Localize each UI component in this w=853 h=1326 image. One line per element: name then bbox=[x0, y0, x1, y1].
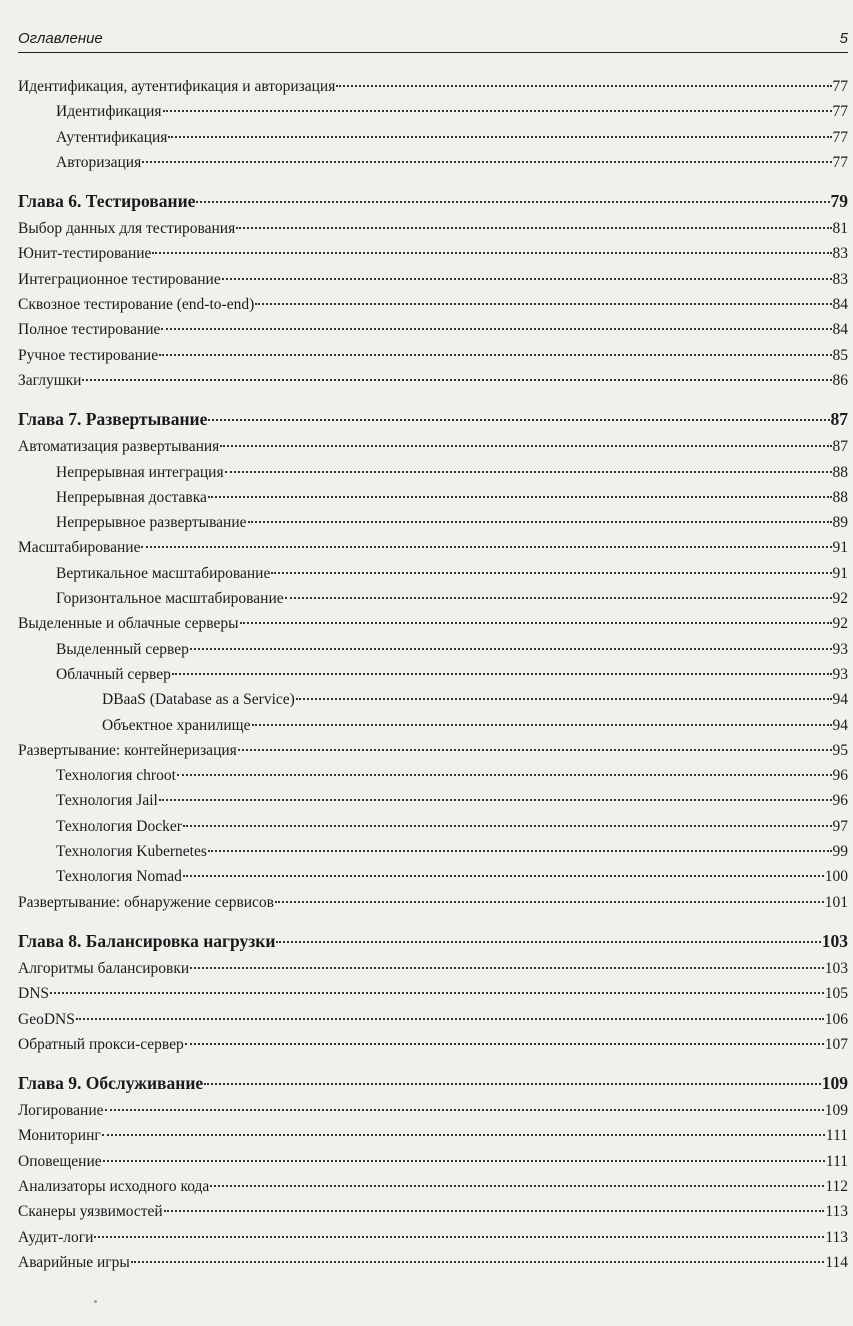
dot-leader bbox=[275, 901, 824, 903]
toc-entry-page: 99 bbox=[832, 843, 848, 861]
toc-entry[interactable] bbox=[18, 267, 848, 292]
dot-leader bbox=[240, 622, 832, 624]
toc-entry[interactable] bbox=[18, 216, 848, 241]
dot-leader bbox=[164, 1210, 825, 1212]
dot-leader bbox=[285, 597, 832, 599]
toc-entry[interactable] bbox=[18, 1199, 848, 1224]
toc-entry-title: Аварийные игры bbox=[18, 1253, 130, 1271]
dot-leader bbox=[152, 252, 831, 254]
toc-entry[interactable] bbox=[18, 150, 848, 175]
toc-entry-page: 106 bbox=[824, 1010, 848, 1028]
toc-chapter-entry[interactable] bbox=[18, 405, 848, 434]
toc-entry-title: Полное тестирование bbox=[18, 321, 161, 339]
toc-entry[interactable] bbox=[18, 814, 848, 839]
toc-entry[interactable] bbox=[18, 241, 848, 266]
toc-entry[interactable] bbox=[18, 864, 848, 889]
toc-entry[interactable] bbox=[18, 713, 848, 738]
toc-entry-page: 109 bbox=[821, 1073, 848, 1094]
toc-entry-title: Авторизация bbox=[56, 153, 142, 171]
toc-entry-title: Анализаторы исходного кода bbox=[18, 1177, 210, 1195]
dot-leader bbox=[296, 698, 832, 700]
toc-entry[interactable] bbox=[18, 611, 848, 636]
toc-entry-title: Глава 9. Обслуживание bbox=[18, 1073, 204, 1094]
toc-entry-title: Глава 7. Развертывание bbox=[18, 409, 208, 430]
toc-entry[interactable] bbox=[18, 1123, 848, 1148]
toc-entry[interactable] bbox=[18, 1225, 848, 1250]
toc-entry[interactable] bbox=[18, 460, 848, 485]
toc-entry-title: Ручное тестирование bbox=[18, 346, 159, 364]
dot-leader bbox=[94, 1236, 824, 1238]
toc-entry[interactable] bbox=[18, 1098, 848, 1123]
toc-entry-page: 101 bbox=[824, 893, 848, 911]
toc-entry-title: Аутентификация bbox=[56, 128, 168, 146]
toc-entry[interactable] bbox=[18, 1250, 848, 1275]
toc-entry-page: 97 bbox=[832, 817, 848, 835]
dot-leader bbox=[183, 875, 824, 877]
toc-entry-title: Непрерывная интеграция bbox=[56, 463, 224, 481]
dot-leader bbox=[276, 941, 820, 943]
toc-entry[interactable] bbox=[18, 343, 848, 368]
running-title: Оглавление bbox=[18, 30, 103, 47]
toc-entry-title: Непрерывное развертывание bbox=[56, 514, 247, 532]
paper-speck bbox=[94, 1300, 97, 1303]
toc-entry-title: Интеграционное тестирование bbox=[18, 270, 221, 288]
toc-entry-page: 84 bbox=[832, 296, 848, 314]
page-number: 5 bbox=[839, 30, 848, 47]
dot-leader bbox=[190, 967, 824, 969]
toc-entry-page: 113 bbox=[825, 1203, 848, 1221]
toc-entry-title: Оповещение bbox=[18, 1152, 102, 1170]
dot-leader bbox=[161, 328, 831, 330]
toc-chapter-entry[interactable] bbox=[18, 187, 848, 216]
toc-entry[interactable] bbox=[18, 561, 848, 586]
toc-entry-title: Вертикальное масштабирование bbox=[56, 564, 271, 582]
dot-leader bbox=[220, 445, 831, 447]
dot-leader bbox=[236, 227, 831, 229]
toc-entry-page: 77 bbox=[832, 78, 848, 95]
toc-entry[interactable] bbox=[18, 586, 848, 611]
toc-entry-page: 112 bbox=[825, 1177, 848, 1195]
dot-leader bbox=[208, 496, 832, 498]
dot-leader bbox=[196, 201, 829, 203]
toc-entry-page: 103 bbox=[821, 930, 848, 951]
toc-entry-page: 88 bbox=[832, 488, 848, 506]
toc-entry-page: 88 bbox=[832, 463, 848, 481]
toc-entry-page: 79 bbox=[830, 191, 848, 212]
dot-leader bbox=[177, 774, 832, 776]
toc-entry-page: 83 bbox=[832, 245, 848, 263]
page-header bbox=[18, 30, 848, 53]
toc-entry-page: 77 bbox=[832, 103, 848, 121]
toc-entry-title: Идентификация bbox=[56, 103, 162, 121]
dot-leader bbox=[185, 1043, 824, 1045]
toc-entry-page: 95 bbox=[832, 741, 848, 759]
toc-entry-page: 86 bbox=[832, 371, 848, 389]
dot-leader bbox=[208, 850, 832, 852]
toc-entry[interactable] bbox=[18, 1174, 848, 1199]
toc-entry-title: Облачный сервер bbox=[56, 665, 171, 683]
toc-entry[interactable] bbox=[18, 890, 848, 915]
toc-entry-page: 87 bbox=[830, 409, 848, 430]
toc-entry-title: Автоматизация развертывания bbox=[18, 438, 220, 456]
toc-entry-page: 84 bbox=[832, 321, 848, 339]
toc-entry-title: Непрерывная доставка bbox=[56, 488, 207, 506]
toc-entry[interactable] bbox=[18, 510, 848, 535]
toc-entry-page: 93 bbox=[832, 640, 848, 658]
section-gap bbox=[18, 915, 848, 927]
toc-entry[interactable] bbox=[18, 485, 848, 510]
toc-entry-title: Заглушки bbox=[18, 371, 82, 389]
dot-leader bbox=[255, 303, 831, 305]
toc-entry-title: Глава 8. Балансировка нагрузки bbox=[18, 930, 276, 951]
dot-leader bbox=[105, 1109, 824, 1111]
toc-entry[interactable] bbox=[18, 434, 848, 459]
dot-leader bbox=[225, 471, 832, 473]
toc-entry-title: Развертывание: обнаружение сервисов bbox=[18, 893, 274, 911]
toc-entry[interactable] bbox=[18, 788, 848, 813]
toc-entry-page: 113 bbox=[825, 1228, 848, 1246]
toc-entry-page: 111 bbox=[825, 1127, 848, 1145]
dot-leader bbox=[252, 724, 832, 726]
dot-leader bbox=[142, 161, 831, 163]
dot-leader bbox=[50, 992, 824, 994]
toc-entry[interactable] bbox=[18, 1032, 848, 1057]
toc-entry-page: 107 bbox=[824, 1035, 848, 1053]
toc-entry[interactable] bbox=[18, 317, 848, 342]
toc-entry-page: 93 bbox=[832, 665, 848, 683]
dot-leader bbox=[190, 648, 832, 650]
dot-leader bbox=[131, 1261, 825, 1263]
toc-entry-page: 77 bbox=[832, 128, 848, 146]
toc-entry-page: 109 bbox=[824, 1102, 848, 1120]
toc-entry-title: Глава 6. Тестирование bbox=[18, 191, 196, 212]
toc-entry-title: Логирование bbox=[18, 1102, 104, 1120]
dot-leader bbox=[271, 572, 831, 574]
toc-entry-title: Мониторинг bbox=[18, 1127, 101, 1145]
toc-entry-title: Масштабирование bbox=[18, 539, 141, 557]
toc-entry[interactable] bbox=[18, 1149, 848, 1174]
dot-leader bbox=[82, 379, 831, 381]
dot-leader bbox=[210, 1185, 824, 1187]
dot-leader bbox=[204, 1083, 821, 1085]
toc-entry[interactable] bbox=[18, 662, 848, 687]
dot-leader bbox=[238, 749, 832, 751]
toc-entry-title: Обратный прокси-сервер bbox=[18, 1035, 184, 1053]
toc-entry-title: Технология chroot bbox=[56, 767, 176, 785]
table-of-contents bbox=[18, 74, 848, 1275]
toc-entry-page: 92 bbox=[832, 615, 848, 633]
toc-entry-title: Объектное хранилище bbox=[102, 716, 251, 734]
toc-chapter-entry[interactable] bbox=[18, 927, 848, 956]
dot-leader bbox=[336, 85, 831, 87]
dot-leader bbox=[159, 799, 832, 801]
toc-entry-page: 87 bbox=[832, 438, 848, 456]
toc-entry[interactable] bbox=[18, 1007, 848, 1032]
toc-entry-title: Сканеры уязвимостей bbox=[18, 1203, 163, 1221]
toc-entry[interactable] bbox=[18, 74, 848, 99]
toc-entry[interactable] bbox=[18, 637, 848, 662]
toc-entry[interactable] bbox=[18, 368, 848, 393]
toc-entry-page: 85 bbox=[832, 346, 848, 364]
toc-entry[interactable] bbox=[18, 738, 848, 763]
toc-entry-title: GeoDNS bbox=[18, 1010, 75, 1028]
section-gap bbox=[18, 393, 848, 405]
toc-entry-page: 114 bbox=[825, 1253, 848, 1271]
toc-entry-title: DBaaS (Database as a Service) bbox=[102, 691, 295, 709]
dot-leader bbox=[76, 1018, 824, 1020]
toc-entry-title: Технология Kubernetes bbox=[56, 843, 207, 861]
toc-entry-page: 81 bbox=[832, 220, 848, 238]
toc-entry-title: Выделенные и облачные серверы bbox=[18, 615, 239, 633]
dot-leader bbox=[172, 673, 832, 675]
toc-entry-page: 105 bbox=[824, 985, 848, 1003]
toc-entry-title: Идентификация, аутентификация и авторизация bbox=[18, 78, 336, 95]
toc-entry-title: Горизонтальное масштабирование bbox=[56, 590, 284, 608]
toc-entry-title: Юнит-тестирование bbox=[18, 245, 152, 263]
dot-leader bbox=[168, 136, 831, 138]
toc-entry-page: 96 bbox=[832, 792, 848, 810]
toc-entry-title: Технология Nomad bbox=[56, 868, 182, 886]
dot-leader bbox=[102, 1134, 825, 1136]
toc-entry-page: 111 bbox=[825, 1152, 848, 1170]
section-gap bbox=[18, 1057, 848, 1069]
toc-entry-page: 94 bbox=[832, 691, 848, 709]
toc-entry[interactable] bbox=[18, 535, 848, 560]
toc-entry[interactable] bbox=[18, 125, 848, 150]
dot-leader bbox=[183, 825, 832, 827]
toc-entry-page: 103 bbox=[824, 959, 848, 977]
toc-entry-title: DNS bbox=[18, 985, 50, 1003]
dot-leader bbox=[141, 546, 831, 548]
toc-entry[interactable] bbox=[18, 687, 848, 712]
toc-entry-page: 92 bbox=[832, 590, 848, 608]
dot-leader bbox=[103, 1160, 825, 1162]
toc-entry-page: 91 bbox=[832, 539, 848, 557]
dot-leader bbox=[163, 110, 832, 112]
toc-entry[interactable] bbox=[18, 956, 848, 981]
toc-entry[interactable] bbox=[18, 839, 848, 864]
toc-entry-page: 100 bbox=[824, 868, 848, 886]
toc-entry-page: 96 bbox=[832, 767, 848, 785]
toc-entry-page: 89 bbox=[832, 514, 848, 532]
toc-entry-page: 83 bbox=[832, 270, 848, 288]
toc-entry-title: Выделенный сервер bbox=[56, 640, 189, 658]
toc-entry-title: Технология Docker bbox=[56, 817, 182, 835]
toc-entry[interactable] bbox=[18, 763, 848, 788]
toc-chapter-entry[interactable] bbox=[18, 1069, 848, 1098]
toc-entry-page: 94 bbox=[832, 716, 848, 734]
dot-leader bbox=[248, 521, 832, 523]
dot-leader bbox=[159, 354, 831, 356]
toc-entry-title: Аудит-логи bbox=[18, 1228, 94, 1246]
toc-entry[interactable] bbox=[18, 292, 848, 317]
dot-leader bbox=[222, 278, 832, 280]
toc-entry-title: Алгоритмы балансировки bbox=[18, 959, 190, 977]
dot-leader bbox=[208, 419, 829, 421]
toc-entry-title: Технология Jail bbox=[56, 792, 158, 810]
toc-entry-page: 77 bbox=[832, 153, 848, 171]
toc-entry-title: Сквозное тестирование (end-to-end) bbox=[18, 296, 255, 314]
toc-entry-title: Выбор данных для тестирования bbox=[18, 220, 236, 238]
toc-entry[interactable] bbox=[18, 981, 848, 1006]
toc-entry-page: 91 bbox=[832, 564, 848, 582]
toc-entry[interactable] bbox=[18, 99, 848, 124]
toc-entry-title: Развертывание: контейнеризация bbox=[18, 741, 237, 759]
section-gap bbox=[18, 175, 848, 187]
